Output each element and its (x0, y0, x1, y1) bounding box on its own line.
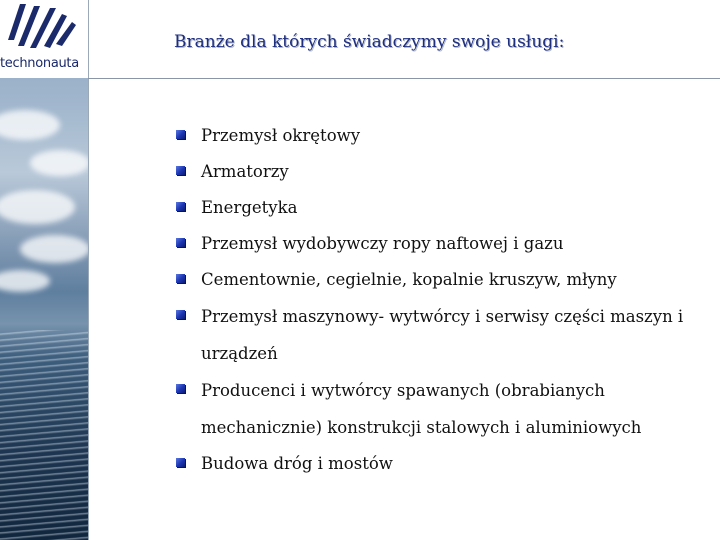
bullet-icon (176, 130, 185, 139)
bullet-icon (176, 274, 185, 283)
bullet-icon (176, 310, 185, 319)
bullet-icon (176, 238, 185, 247)
sidebar-photo (0, 0, 89, 540)
list-item: Przemysł wydobywczy ropy naftowej i gazu (176, 226, 696, 262)
bullet-icon (176, 384, 185, 393)
industry-list (176, 118, 696, 482)
logo-mark-icon (0, 0, 88, 56)
list-item: Armatorzy (176, 154, 696, 190)
page-title: Branże dla których świadczymy swoje usługi: (174, 32, 565, 52)
logo (0, 0, 88, 78)
list-item: Energetyka (176, 190, 696, 226)
bullet-icon (176, 166, 185, 175)
bullet-icon (176, 458, 185, 467)
logo-text: technonauta (0, 56, 79, 71)
list-item: Przemysł okrętowy (176, 118, 696, 154)
header-divider (88, 78, 720, 79)
list-item: Przemysł maszynowy- wytwórcy i serwisy części maszyn i urządzeń (176, 298, 696, 372)
list-item: Producenci i wytwórcy spawanych (obrabianych mechanicznie) konstrukcji stalowych i aluminiowych (176, 372, 696, 446)
bullet-icon (176, 202, 185, 211)
list-item: Budowa dróg i mostów (176, 446, 696, 482)
list-item: Cementownie, cegielnie, kopalnie kruszyw, młyny (176, 262, 696, 298)
